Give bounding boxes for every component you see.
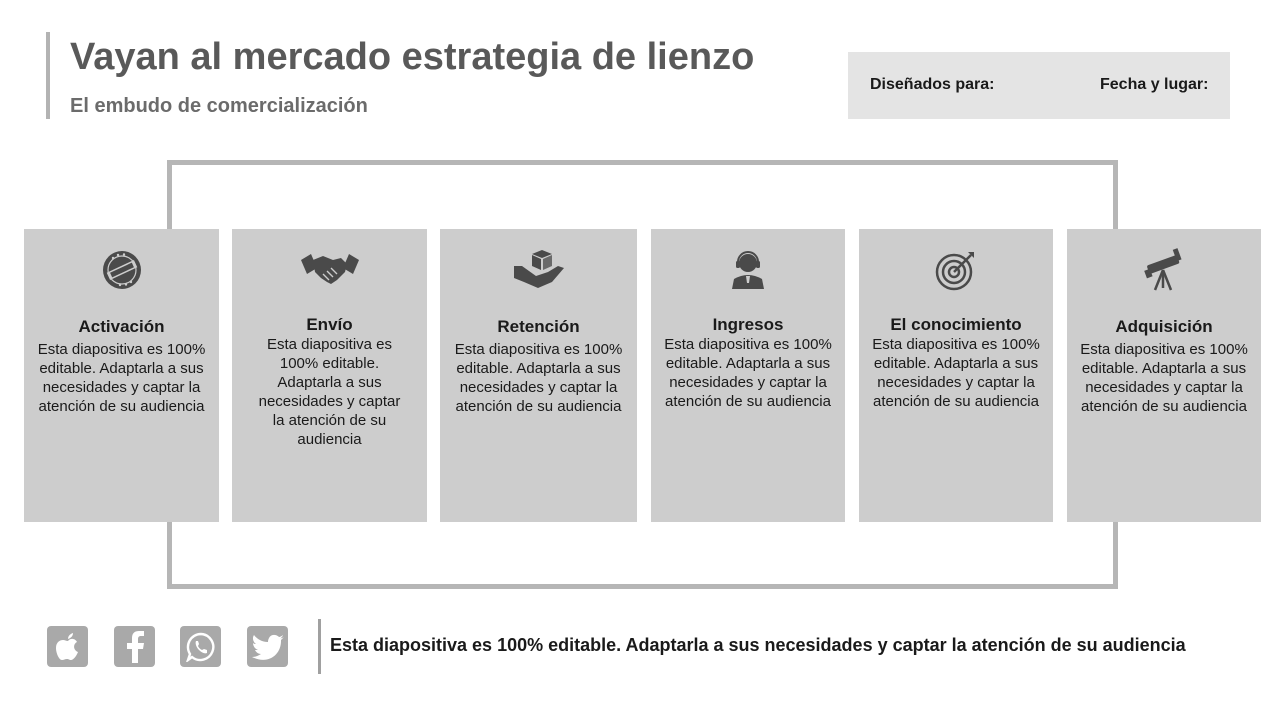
apple-icon[interactable]	[47, 626, 88, 667]
card-envio	[232, 229, 427, 522]
card-ingresos	[651, 229, 845, 522]
meta-box	[848, 52, 1230, 119]
whatsapp-icon[interactable]	[180, 626, 221, 667]
support-agent-icon	[651, 247, 845, 293]
telescope-icon	[1067, 247, 1261, 293]
designed-for-label: Diseñados para:	[870, 76, 995, 93]
card-text: Esta diapositiva es 100% editable. Adaptarla a sus necesidades y captar la atención de su audiencia	[454, 341, 623, 415]
date-place-label: Fecha y lugar:	[1100, 76, 1209, 93]
facebook-icon[interactable]	[114, 626, 155, 667]
page-subtitle: El embudo de comercialización	[70, 95, 368, 117]
card-title: Ingresos	[712, 315, 784, 334]
card-adquisicion	[1067, 229, 1261, 522]
card-text: Esta diapositiva es 100% editable. Adaptarla a sus necesidades y captar la atención de su audiencia	[258, 336, 401, 448]
card-title: Envío	[306, 315, 353, 334]
title-accent-bar	[46, 32, 50, 119]
card-title: Retención	[497, 317, 580, 336]
page-title: Vayan al mercado estrategia de lienzo	[70, 36, 755, 78]
card-title: Activación	[78, 317, 165, 336]
twitter-icon[interactable]	[247, 626, 288, 667]
hand-box-icon	[440, 247, 637, 293]
footer-text: Esta diapositiva es 100% editable. Adaptarla a sus necesidades y captar la atención de su audiencia	[330, 635, 1186, 655]
card-conocimiento	[859, 229, 1053, 522]
card-text: Esta diapositiva es 100% editable. Adaptarla a sus necesidades y captar la atención de su audiencia	[664, 336, 832, 410]
card-title: Adquisición	[1115, 317, 1213, 336]
badge-icon	[24, 247, 219, 293]
card-activacion	[24, 229, 219, 522]
card-text: Esta diapositiva es 100% editable. Adaptarla a sus necesidades y captar la atención de su audiencia	[1080, 341, 1248, 415]
target-icon	[859, 247, 1053, 293]
card-text: Esta diapositiva es 100% editable. Adaptarla a sus necesidades y captar la atención de su audiencia	[872, 336, 1040, 410]
handshake-icon	[232, 247, 427, 293]
card-title: El conocimiento	[890, 315, 1022, 334]
card-retencion	[440, 229, 637, 522]
card-text: Esta diapositiva es 100% editable. Adaptarla a sus necesidades y captar la atención de su audiencia	[37, 341, 206, 415]
footer-divider	[318, 619, 321, 674]
